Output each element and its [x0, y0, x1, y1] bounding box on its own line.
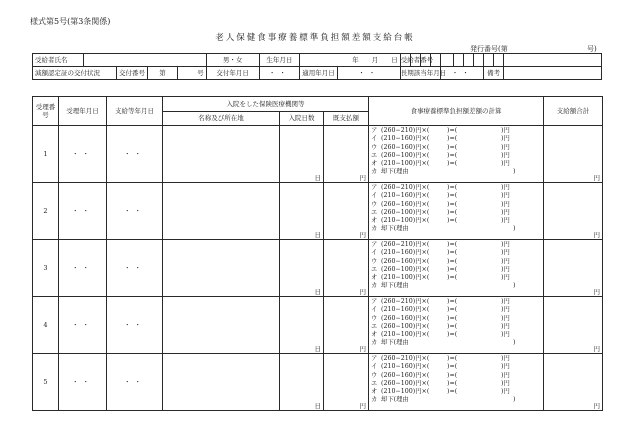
calc-key: ア — [371, 184, 378, 191]
issue-number-unit[interactable]: 号 — [178, 67, 206, 80]
calc-cell[interactable] — [369, 126, 544, 183]
calc-equals: )=( — [447, 135, 458, 143]
birth-date-field[interactable]: 年 月 日 — [300, 54, 401, 67]
long-term-date-label: 長期該当年月日 — [400, 67, 441, 80]
calc-formula: (210−100)円×( — [381, 388, 430, 396]
calc-key: ウ — [371, 257, 378, 265]
calc-equals: )=( — [447, 160, 458, 168]
calc-line — [371, 209, 543, 217]
calc-line — [371, 323, 543, 331]
calc-unit: )円 — [501, 135, 510, 143]
calc-unit: )円 — [501, 217, 510, 225]
recipient-number-digit[interactable] — [441, 54, 453, 67]
calc-key: エ — [371, 208, 378, 216]
issue-number-prefix: 第 — [147, 67, 177, 80]
recipient-header-table — [32, 53, 602, 80]
birth-date-label: 生年月日 — [259, 54, 300, 67]
calc-unit: )円 — [501, 143, 510, 151]
calc-equals: )=( — [447, 355, 458, 362]
rejection-close: ) — [513, 339, 516, 347]
calc-unit: )円 — [501, 184, 510, 191]
calc-key: カ — [371, 282, 378, 290]
calc-equals: )=( — [447, 184, 458, 191]
calc-key: ア — [371, 127, 378, 134]
calc-unit: )円 — [501, 127, 510, 134]
calc-formula: (260−100)円×( — [381, 151, 430, 159]
calc-formula: (210−160)円×( — [381, 192, 430, 200]
calc-formula: (260−100)円×( — [381, 322, 430, 330]
paid-amount-cell[interactable]: 円 — [324, 126, 369, 183]
calc-equals: )=( — [447, 388, 458, 396]
calc-key: エ — [371, 265, 378, 273]
calc-equals: )=( — [447, 314, 458, 322]
calc-line — [371, 201, 543, 209]
calc-line — [371, 315, 543, 323]
calc-unit: )円 — [501, 331, 510, 339]
recipient-number-digit[interactable] — [463, 54, 473, 67]
recipient-number-digit[interactable] — [484, 54, 494, 67]
calc-formula: (260−210)円×( — [381, 127, 430, 134]
column-header-calc: 食事療養標準負担額差額の計算 — [369, 97, 544, 126]
calc-key: オ — [371, 160, 378, 168]
calc-formula: (210−160)円×( — [381, 363, 430, 371]
calc-equals: )=( — [447, 151, 458, 159]
calc-key: エ — [371, 151, 378, 159]
calc-key: イ — [371, 306, 378, 314]
receipt-number-cell: 3 — [33, 240, 59, 297]
calc-key: ア — [371, 298, 378, 305]
payment-date-cell[interactable]: ・・ — [107, 240, 163, 297]
calc-line — [371, 363, 543, 371]
table-row — [33, 240, 603, 297]
recipient-name-field[interactable] — [83, 54, 206, 67]
calc-cell[interactable] — [369, 240, 544, 297]
calc-line — [371, 144, 543, 152]
calc-key: ア — [371, 241, 378, 248]
calc-unit: )円 — [501, 192, 510, 200]
receipt-date-cell[interactable]: ・・ — [59, 183, 107, 240]
calc-equals: )=( — [447, 208, 458, 216]
recipient-number-label: 受給者番号 — [400, 54, 410, 67]
remarks-field[interactable] — [504, 67, 602, 80]
calc-formula: (260−160)円×( — [381, 257, 430, 265]
name-location-cell[interactable] — [163, 183, 280, 240]
calc-line — [371, 372, 543, 380]
calc-unit: )円 — [501, 241, 510, 248]
calc-formula: (260−210)円×( — [381, 241, 430, 248]
paid-amount-cell[interactable]: 円 — [324, 297, 369, 354]
rejection-close: ) — [513, 225, 516, 233]
calc-formula: (260−160)円×( — [381, 314, 430, 322]
days-cell[interactable]: 日 — [280, 240, 324, 297]
calc-key: イ — [371, 135, 378, 143]
calc-formula: (260−210)円×( — [381, 184, 430, 191]
calc-key: カ — [371, 168, 378, 176]
total-cell[interactable]: 円 — [544, 126, 603, 183]
column-header-paid-amount: 既支払額 — [324, 111, 369, 126]
calc-equals: )=( — [447, 257, 458, 265]
calc-unit: )円 — [501, 274, 510, 282]
calc-formula: (210−100)円×( — [381, 217, 430, 225]
calc-key: ア — [371, 355, 378, 362]
recipient-name-label: 受給者氏名 — [33, 54, 84, 67]
column-header-payment-date: 支給等年月日 — [107, 97, 163, 126]
calc-unit: )円 — [501, 355, 510, 362]
table-row — [33, 354, 603, 411]
calc-formula: (260−210)円×( — [381, 298, 430, 305]
calc-equals: )=( — [447, 241, 458, 248]
calc-unit: )円 — [501, 363, 510, 371]
calc-key: オ — [371, 217, 378, 225]
total-cell[interactable]: 円 — [544, 354, 603, 411]
calc-equals: )=( — [447, 371, 458, 379]
issue-date-field[interactable]: ・・ — [259, 67, 300, 80]
column-header-days: 入院日数 — [280, 111, 324, 126]
receipt-date-cell[interactable]: ・・ — [59, 240, 107, 297]
calc-formula: (210−100)円×( — [381, 331, 430, 339]
calc-unit: )円 — [501, 371, 510, 379]
rejection-reason: 却下(理由 — [381, 339, 409, 347]
name-location-cell[interactable] — [163, 354, 280, 411]
payment-date-cell[interactable]: ・・ — [107, 354, 163, 411]
calc-key: ウ — [371, 371, 378, 379]
calc-line — [371, 135, 543, 143]
payment-date-cell[interactable]: ・・ — [107, 297, 163, 354]
paid-amount-cell[interactable]: 円 — [324, 354, 369, 411]
calc-line — [371, 152, 543, 160]
table-row — [33, 183, 603, 240]
column-header-hospital: 入院をした保険医療機関等 — [163, 97, 369, 112]
days-cell[interactable]: 日 — [280, 126, 324, 183]
calc-line — [371, 266, 543, 274]
calc-key: エ — [371, 322, 378, 330]
calc-unit: )円 — [501, 151, 510, 159]
issue-date-label: 交付年月日 — [206, 67, 259, 80]
receipt-date-cell[interactable]: ・・ — [59, 354, 107, 411]
issue-number-label: 発行番号(第 — [470, 45, 508, 53]
calc-formula: (260−210)円×( — [381, 355, 430, 362]
reduction-cert-label: 減額認定証の交付状況 — [33, 67, 117, 80]
calc-formula: (210−160)円×( — [381, 135, 430, 143]
receipt-number-cell: 4 — [33, 297, 59, 354]
calc-equals: )=( — [447, 217, 458, 225]
calc-formula: (260−160)円×( — [381, 200, 430, 208]
column-header-name-location: 名称及び所在地 — [163, 111, 280, 126]
ledger-table — [32, 96, 603, 411]
days-cell[interactable]: 日 — [280, 354, 324, 411]
column-header-receipt-number: 受理番号 — [33, 97, 59, 126]
calc-unit: )円 — [501, 200, 510, 208]
calc-cell[interactable] — [369, 183, 544, 240]
receipt-number-cell: 1 — [33, 126, 59, 183]
calc-line — [371, 192, 543, 200]
calc-key: イ — [371, 249, 378, 257]
calc-unit: )円 — [501, 379, 510, 387]
calc-unit: )円 — [501, 322, 510, 330]
paid-amount-cell[interactable]: 円 — [324, 240, 369, 297]
days-cell[interactable]: 日 — [280, 297, 324, 354]
calc-line-rejection — [371, 282, 543, 290]
issue-number-field-label: 交付番号 — [117, 67, 147, 80]
total-cell[interactable]: 円 — [544, 297, 603, 354]
rejection-reason: 却下(理由 — [381, 282, 409, 290]
calc-formula: (210−160)円×( — [381, 249, 430, 257]
form-number: 様式第5号(第3条関係) — [30, 17, 111, 26]
calc-equals: )=( — [447, 379, 458, 387]
calc-cell[interactable] — [369, 297, 544, 354]
calc-key: オ — [371, 331, 378, 339]
calc-unit: )円 — [501, 388, 510, 396]
calc-equals: )=( — [447, 143, 458, 151]
calc-equals: )=( — [447, 306, 458, 314]
name-location-cell[interactable] — [163, 126, 280, 183]
calc-key: カ — [371, 225, 378, 233]
calc-line-rejection — [371, 225, 543, 233]
calc-key: オ — [371, 274, 378, 282]
calc-line-rejection — [371, 396, 543, 404]
payment-date-cell[interactable]: ・・ — [107, 183, 163, 240]
document-title: 老人保健食事療養標準負担額差額支給台帳 — [215, 33, 415, 43]
calc-equals: )=( — [447, 331, 458, 339]
calc-formula: (210−100)円×( — [381, 160, 430, 168]
calc-unit: )円 — [501, 265, 510, 273]
calc-formula: (210−160)円×( — [381, 306, 430, 314]
recipient-number-extra[interactable] — [504, 54, 602, 67]
calc-line — [371, 306, 543, 314]
calc-cell[interactable] — [369, 354, 544, 411]
recipient-number-digit[interactable] — [473, 54, 483, 67]
paid-amount-cell[interactable]: 円 — [324, 183, 369, 240]
total-cell[interactable]: 円 — [544, 240, 603, 297]
calc-equals: )=( — [447, 127, 458, 134]
name-location-cell[interactable] — [163, 240, 280, 297]
days-cell[interactable]: 日 — [280, 183, 324, 240]
long-term-date-field[interactable]: ・・ — [441, 67, 484, 80]
calc-equals: )=( — [447, 274, 458, 282]
calc-unit: )円 — [501, 257, 510, 265]
calc-equals: )=( — [447, 249, 458, 257]
rejection-close: ) — [513, 396, 516, 404]
calc-equals: )=( — [447, 363, 458, 371]
calc-formula: (260−100)円×( — [381, 265, 430, 273]
calc-equals: )=( — [447, 192, 458, 200]
gender-label[interactable]: 男・女 — [206, 54, 259, 67]
remarks-label: 備考 — [484, 67, 504, 80]
table-row — [33, 126, 603, 183]
calc-unit: )円 — [501, 314, 510, 322]
calc-formula: (260−100)円×( — [381, 379, 430, 387]
receipt-date-cell[interactable]: ・・ — [59, 297, 107, 354]
applicable-date-field[interactable]: ・・ — [337, 67, 400, 80]
calc-unit: )円 — [501, 306, 510, 314]
total-cell[interactable]: 円 — [544, 183, 603, 240]
receipt-number-cell: 5 — [33, 354, 59, 411]
calc-line-rejection — [371, 339, 543, 347]
calc-unit: )円 — [501, 160, 510, 168]
receipt-date-cell[interactable]: ・・ — [59, 126, 107, 183]
applicable-date-label: 適用年月日 — [300, 67, 338, 80]
calc-formula: (260−160)円×( — [381, 371, 430, 379]
column-header-receipt-date: 受理年月日 — [59, 97, 107, 126]
calc-key: エ — [371, 379, 378, 387]
calc-unit: )円 — [501, 298, 510, 305]
calc-line — [371, 258, 543, 266]
calc-key: ウ — [371, 200, 378, 208]
calc-line — [371, 380, 543, 388]
calc-key: オ — [371, 388, 378, 396]
recipient-number-digit[interactable] — [453, 54, 463, 67]
recipient-number-digit[interactable] — [494, 54, 504, 67]
calc-line — [371, 249, 543, 257]
calc-formula: (260−160)円×( — [381, 143, 430, 151]
payment-date-cell[interactable]: ・・ — [107, 126, 163, 183]
calc-key: ウ — [371, 143, 378, 151]
rejection-reason: 却下(理由 — [381, 396, 409, 404]
calc-key: ウ — [371, 314, 378, 322]
calc-unit: )円 — [501, 249, 510, 257]
rejection-reason: 却下(理由 — [381, 168, 409, 176]
calc-key: イ — [371, 363, 378, 371]
rejection-reason: 却下(理由 — [381, 225, 409, 233]
calc-key: カ — [371, 339, 378, 347]
receipt-number-cell: 2 — [33, 183, 59, 240]
calc-equals: )=( — [447, 200, 458, 208]
calc-equals: )=( — [447, 265, 458, 273]
calc-line-rejection — [371, 168, 543, 176]
name-location-cell[interactable] — [163, 297, 280, 354]
calc-key: カ — [371, 396, 378, 404]
calc-equals: )=( — [447, 298, 458, 305]
rejection-close: ) — [513, 168, 516, 176]
issue-number-suffix: 号) — [587, 45, 597, 53]
calc-formula: (260−100)円×( — [381, 208, 430, 216]
calc-formula: (210−100)円×( — [381, 274, 430, 282]
rejection-close: ) — [513, 282, 516, 290]
column-header-total: 支給額合計 — [544, 97, 603, 126]
calc-key: イ — [371, 192, 378, 200]
calc-equals: )=( — [447, 322, 458, 330]
table-row — [33, 297, 603, 354]
calc-unit: )円 — [501, 208, 510, 216]
